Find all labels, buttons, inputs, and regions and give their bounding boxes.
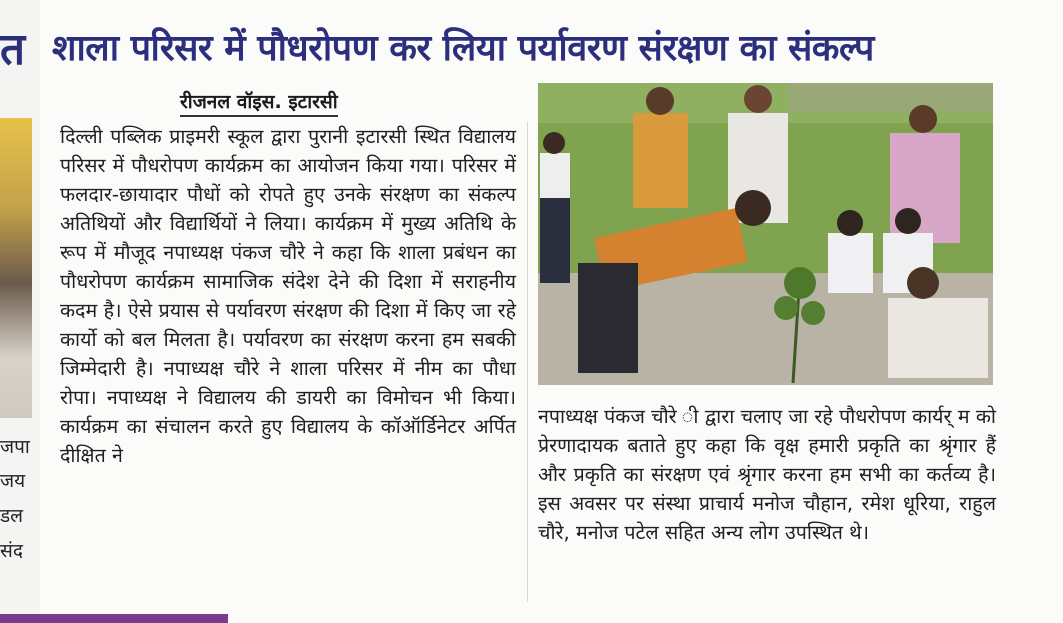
adjacent-article-fragment [0,0,40,623]
news-photo-plantation [538,83,993,385]
fragment-text-line: जपा [0,436,30,458]
fragment-photo [0,118,32,418]
photo-illustration [538,83,993,385]
article-body-left-column: दिल्ली पब्लिक प्राइमरी स्कूल द्वारा पुरानी इटारसी स्थित विद्यालय परिसर में पौधरोपण कार्यक्रम का आयोजन किया गया। परिसर में फलदार-छायादार पौधों को रोपते हुए उनके संरक्षण का संकल्प अतिथियों और विद्यार्थियों ने लिया। कार्यक्रम में मुख्य अतिथि के रूप में मौजूद नपाध्यक्ष पंकज चौरे ने कहा कि शाला प्रबंधन का पौधरोपण कार्यक्रम सामाजिक संदेश देने की दिशा में सराहनीय कदम है। ऐसे प्रयास से पर्यावरण संरक्षण की दिशा में किए जा रहे कार्यो को बल मिलता है। पर्यावरण का संरक्षण करना हम सबकी जिम्मेदारी है। नपाध्यक्ष चौरे ने शाला परिसर में नीम का पौधा रोपा। नपाध्यक्ष ने विद्यालय की डायरी का विमोचन भी किया। कार्यक्रम का संचालन करते हुए विद्यालय के कॉऑर्डिनेटर अर्पित दीक्षित ने [60,125,516,467]
article-byline: रीजनल वॉइस. इटारसी [180,88,338,117]
fragment-text-line: जय [0,470,26,492]
article-body-right-column: नपाध्यक्ष पंकज चौरे ी द्वारा चलाए जा रहे पौधरोपण कार्यर् म को प्रेरणादायक बताते हुए कहा कि वृक्ष हमारी प्रकृति का श्रृंगार हैं और प्रकृति का संरक्षण एवं श्रृंगार करना हम सभी का कर्तव्य है। इस अवसर पर संस्था प्राचार्य मनोज चौहान, रमेश धूरिया, राहुल चौरे, मनोज पटेल सहित अन्य लोग उपस्थित थे। [538,405,996,544]
column-divider [527,122,528,602]
fragment-text-line: संद [0,540,23,562]
article-headline: शाला परिसर में पौधरोपण कर लिया पर्यावरण संरक्षण का संकल्प [52,28,874,69]
accent-bar [0,614,228,623]
fragment-headline-char: त [0,24,26,75]
fragment-text-line: डल [0,505,24,527]
